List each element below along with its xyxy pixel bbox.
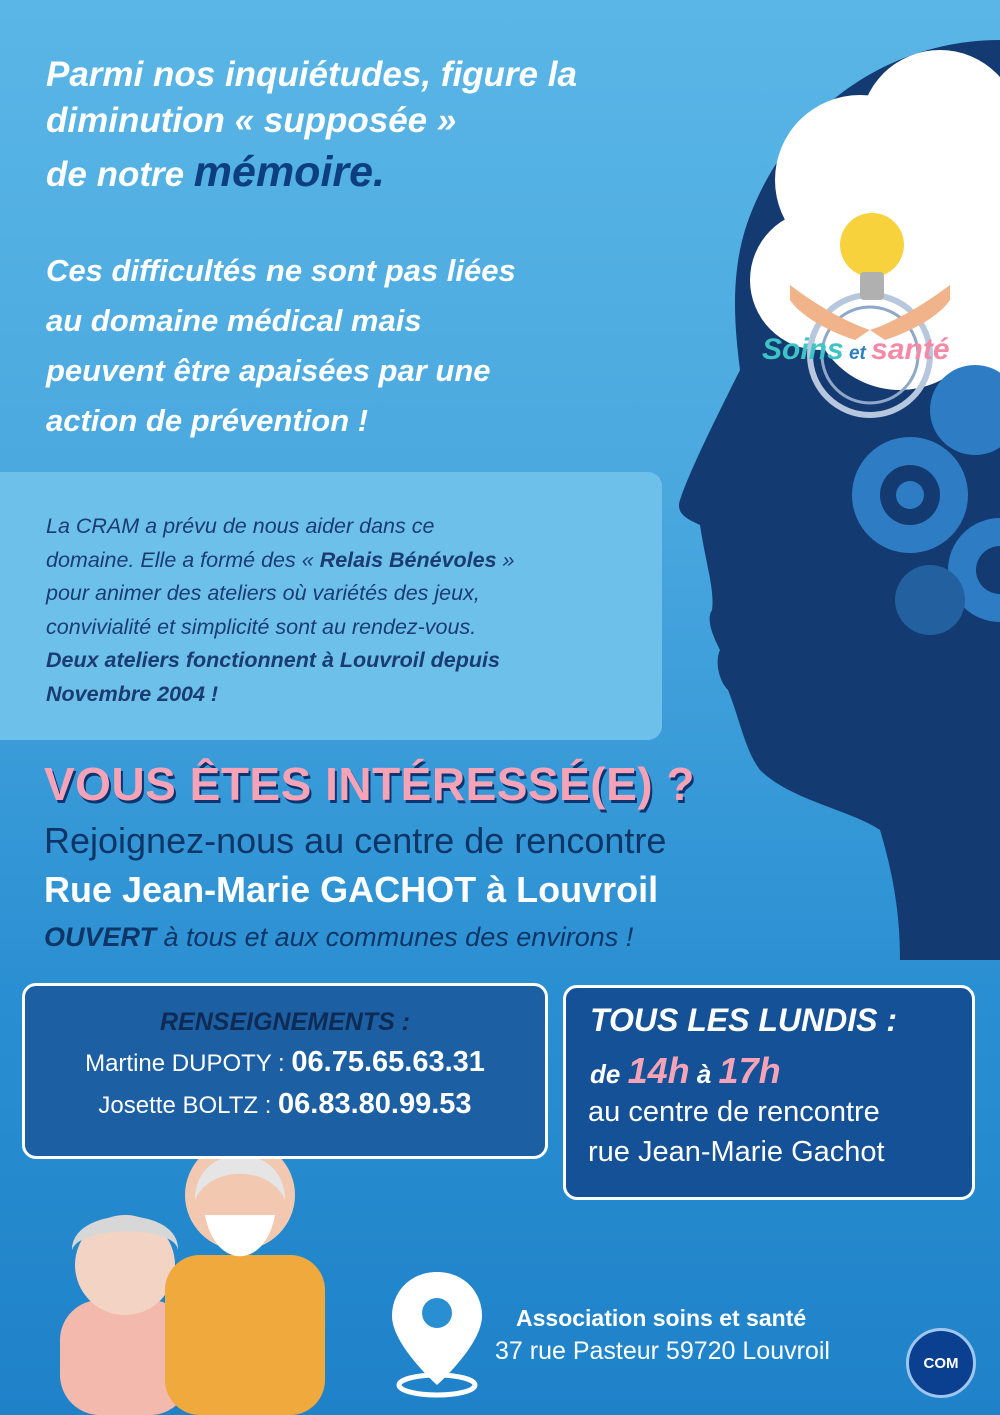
- cram-line-3: pour animer des ateliers où variétés des jeux,: [46, 581, 480, 605]
- couple-illustration: [60, 1140, 325, 1415]
- schedule-place-2: rue Jean-Marie Gachot: [588, 1136, 885, 1168]
- cram-text: [46, 510, 656, 711]
- cram-line-4: convivialité et simplicité sont au rendez-vous.: [46, 614, 477, 639]
- open-rest: à tous et aux communes des environs !: [156, 922, 634, 952]
- prevention-line-1: Ces difficultés ne sont pas liées: [46, 253, 516, 288]
- cram-line-5: Deux ateliers fonctionnent à Louvroil depuis: [46, 648, 500, 672]
- com-logo-text: COM: [923, 1355, 959, 1372]
- intro-line-3: de notre: [46, 155, 194, 194]
- schedule-end: 17h: [718, 1050, 781, 1091]
- contact-name: Josette BOLTZ :: [98, 1092, 279, 1119]
- prevention-line-4: action de prévention !: [46, 403, 369, 438]
- open-text: [44, 922, 633, 953]
- relais-benevoles: Relais Bénévoles: [319, 547, 497, 572]
- intro-line-2: diminution « supposée »: [46, 101, 457, 140]
- location-pin-icon: [392, 1272, 482, 1395]
- association-address: 37 rue Pasteur 59720 Louvroil: [495, 1337, 830, 1365]
- prevention-line-2: au domaine médical mais: [46, 303, 422, 338]
- schedule-de: de: [590, 1059, 628, 1089]
- logo-part-2: et: [843, 343, 872, 364]
- contact-phone: 06.83.80.99.53: [278, 1088, 472, 1120]
- intro-heading: [46, 52, 766, 203]
- contact-phone: 06.75.65.63.31: [291, 1046, 485, 1078]
- street-text: Rue Jean-Marie GACHOT à Louvroil: [44, 869, 659, 910]
- interest-headline: VOUS ÊTES INTÉRESSÉ(E) ?: [44, 758, 695, 810]
- cram-line-2: domaine. Elle a formé des «: [46, 547, 320, 572]
- schedule-a: à: [689, 1059, 719, 1089]
- join-text: Rejoignez-nous au centre de rencontre: [44, 820, 667, 861]
- schedule-place-1: au centre de rencontre: [588, 1096, 880, 1128]
- schedule-start: 14h: [627, 1050, 690, 1091]
- info-box: [22, 983, 548, 1159]
- schedule-hours: [590, 1050, 781, 1092]
- memoire-word: mémoire.: [193, 148, 385, 196]
- schedule-box: [563, 985, 975, 1200]
- schedule-title: TOUS LES LUNDIS :: [590, 1002, 897, 1038]
- open-bold: OUVERT: [44, 922, 157, 952]
- soins-sante-logo: [762, 333, 950, 367]
- logo-part-1: Soins: [762, 333, 844, 366]
- prevention-paragraph: [46, 246, 686, 446]
- contact-row: [25, 1088, 545, 1121]
- info-title: RENSEIGNEMENTS :: [159, 1008, 411, 1036]
- prevention-line-3: peuvent être apaisées par une: [46, 353, 491, 388]
- cram-line-1: La CRAM a prévu de nous aider dans ce: [46, 514, 435, 538]
- cram-line-2-end: »: [496, 547, 515, 572]
- intro-line-1: Parmi nos inquiétudes, figure la: [46, 55, 577, 94]
- com-logo: [906, 1328, 976, 1398]
- contact-name: Martine DUPOTY :: [85, 1050, 292, 1077]
- cram-line-6: Novembre 2004 !: [46, 681, 219, 706]
- contact-row: [25, 1046, 545, 1079]
- association-name: Association soins et santé: [516, 1305, 807, 1331]
- logo-part-3: santé: [871, 333, 950, 366]
